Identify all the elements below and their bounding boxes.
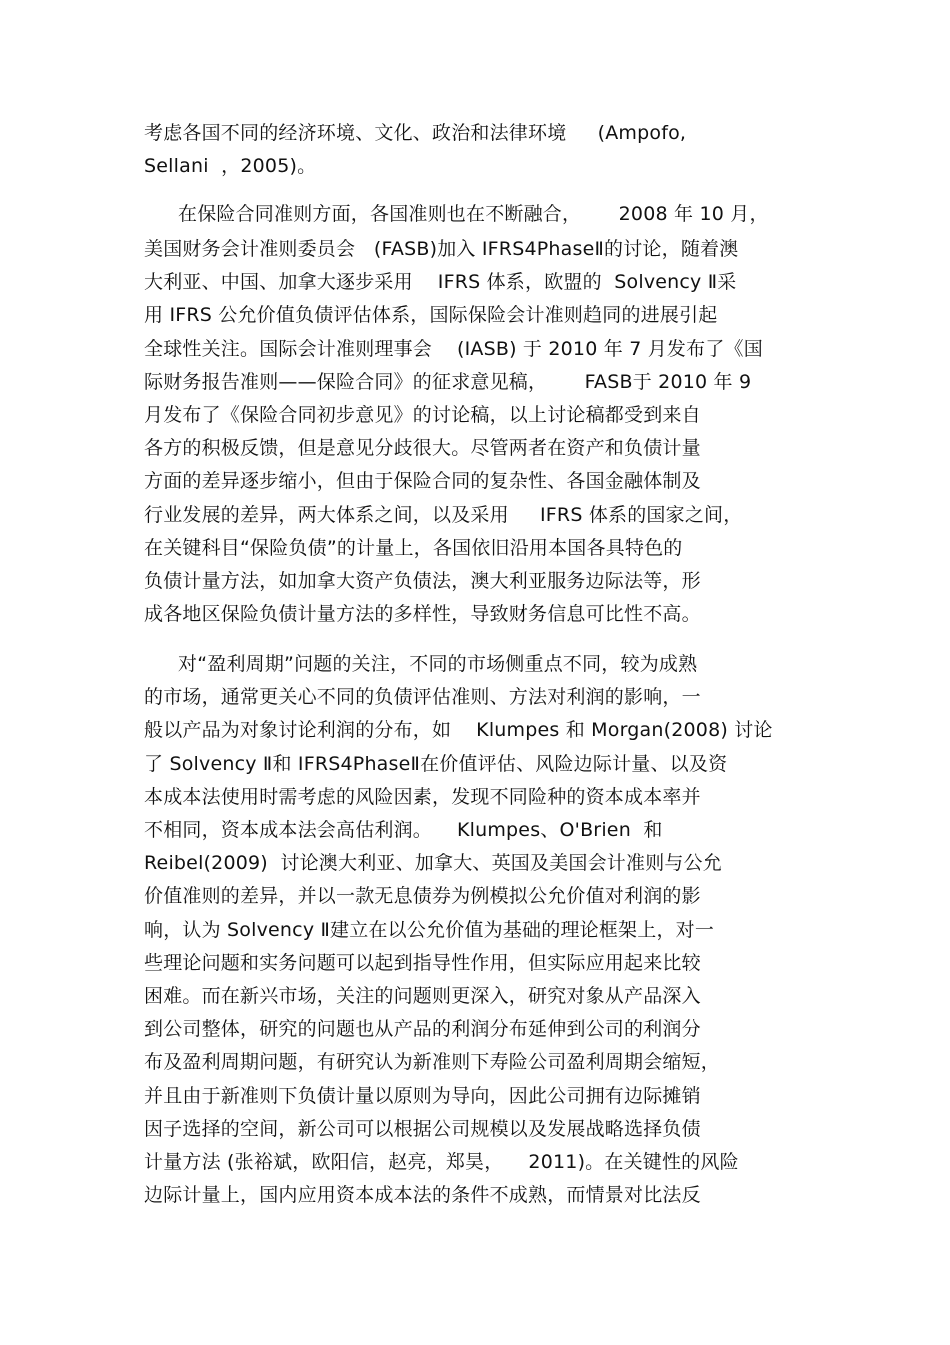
text-line: 用 IFRS 公允价值负债评估体系，国际保险会计准则趋同的进展引起 (144, 304, 718, 326)
text-line: 本成本法使用时需考虑的风险因素，发现不同险种的资本成本率并 (144, 786, 701, 808)
text-line: 布及盈利周期问题，有研究认为新准则下寿险公司盈利周期会缩短， (144, 1051, 721, 1073)
text-line: 大利亚、中国、加拿大逐步采用 IFRS 体系，欧盟的 Solvency Ⅱ采 (144, 271, 737, 293)
text-line: 价值准则的差异，并以一款无息债券为例模拟公允价值对利润的影 (144, 885, 701, 907)
text-line: 月发布了《保险合同初步意见》的讨论稿，以上讨论稿都受到来自 (144, 404, 701, 426)
text-line: 困难。而在新兴市场，关注的问题则更深入，研究对象从产品深入 (144, 985, 701, 1007)
text-line: 成各地区保险负债计量方法的多样性，导致财务信息可比性不高。 (144, 603, 701, 625)
text-line: 际财务报告准则——保险合同》的征求意见稿， FASB于 2010 年 9 (144, 371, 752, 393)
text-line: 到公司整体，研究的问题也从产品的利润分布延伸到公司的利润分 (144, 1018, 701, 1040)
text-line: 些理论问题和实务问题可以起到指导性作用，但实际应用起来比较 (144, 952, 701, 974)
text-line: 因子选择的空间，新公司可以根据公司规模以及发展战略选择负债 (144, 1118, 701, 1140)
text-line: 并且由于新准则下负债计量以原则为导向，因此公司拥有边际摊销 (144, 1085, 701, 1107)
text-line: 般以产品为对象讨论利润的分布，如 Klumpes 和 Morgan(2008) 讨论 (144, 719, 773, 741)
text-line: 了 Solvency Ⅱ和 IFRS4PhaseⅡ在价值评估、风险边际计量、以及资 (144, 753, 728, 775)
text-line: 在关键科目“保险负债”的计量上，各国依旧沿用本国各具特色的 (144, 537, 683, 559)
text-line: 的市场，通常更关心不同的负债评估准则、方法对利润的影响，一 (144, 686, 701, 708)
text-line: 行业发展的差异，两大体系之间，以及采用 IFRS 体系的国家之间， (144, 504, 743, 526)
text-line: 方面的差异逐步缩小，但由于保险合同的复杂性、各国金融体制及 (144, 470, 701, 492)
text-line: 美国财务会计准则委员会 (FASB)加入 IFRS4PhaseⅡ的讨论，随着澳 (144, 238, 739, 260)
text-line: 各方的积极反馈，但是意见分歧很大。尽管两者在资产和负债计量 (144, 437, 701, 459)
text-line: Sellani ，2005)。 (144, 155, 317, 177)
text-line: 计量方法 (张裕斌，欧阳信，赵亮，郑昊， 2011)。在关键性的风险 (144, 1151, 739, 1173)
text-line: 边际计量上，国内应用资本成本法的条件不成熟，而情景对比法反 (144, 1184, 701, 1206)
text-line: Reibel(2009) 讨论澳大利亚、加拿大、英国及美国会计准则与公允 (144, 852, 723, 874)
text-line: 负债计量方法，如加拿大资产负债法，澳大利亚服务边际法等，形 (144, 570, 701, 592)
text-line: 对“盈利周期”问题的关注，不同的市场侧重点不同，较为成熟 (178, 653, 698, 675)
text-line: 响，认为 Solvency Ⅱ建立在以公允价值为基础的理论框架上，对一 (144, 919, 715, 941)
text-line: 不相同，资本成本法会高估利润。 Klumpes、O'Brien 和 (144, 819, 663, 841)
text-line: 全球性关注。国际会计准则理事会 (IASB) 于 2010 年 7 月发布了《国 (144, 338, 763, 360)
text-line: 在保险合同准则方面，各国准则也在不断融合， 2008 年 10 月， (178, 203, 769, 225)
text-line: 考虑各国不同的经济环境、文化、政治和法律环境 (Ampofo, (144, 122, 687, 144)
